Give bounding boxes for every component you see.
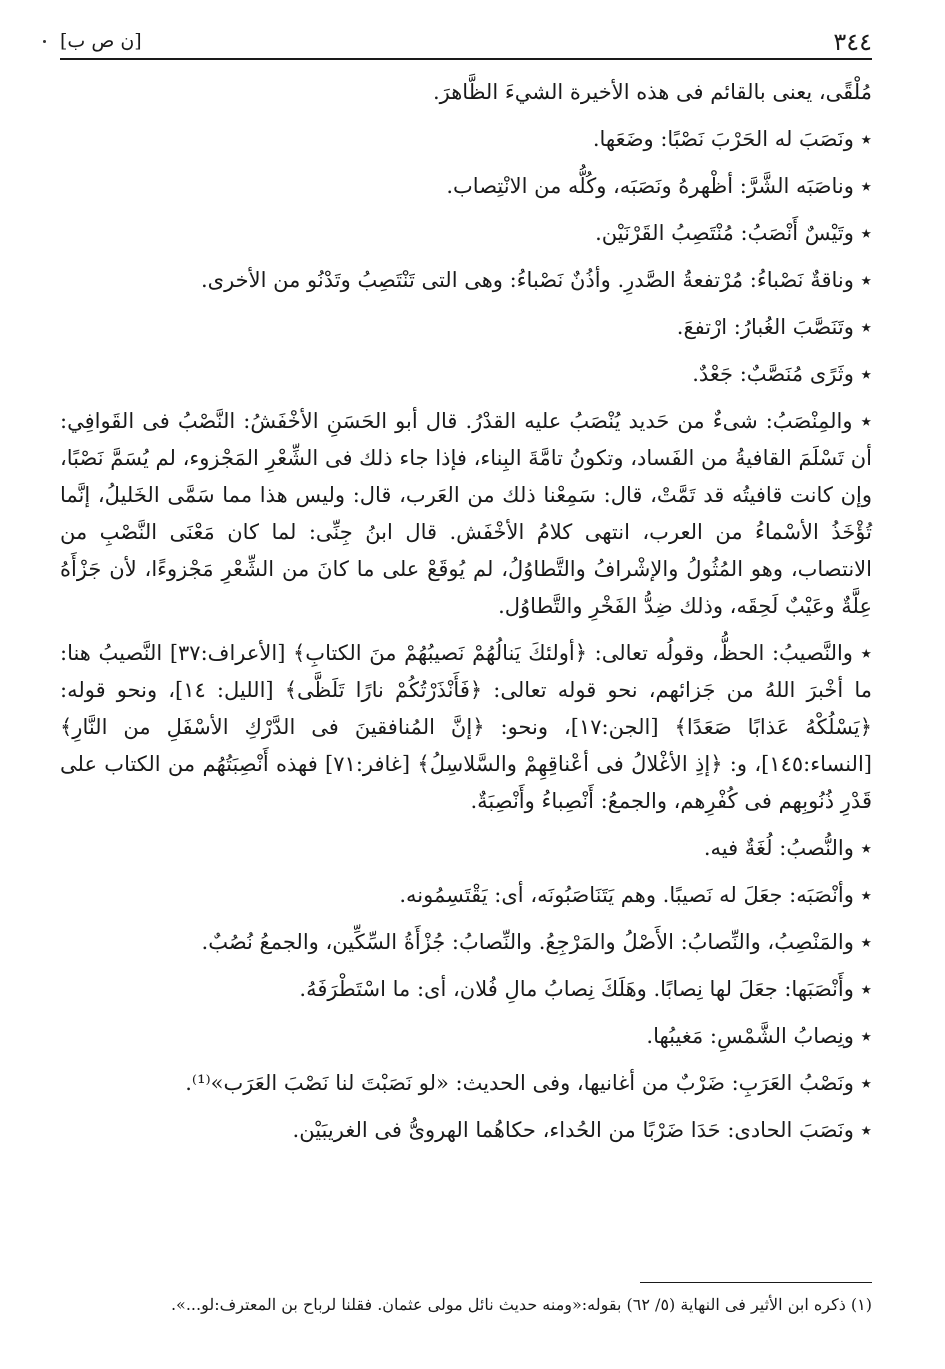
paragraph: مُلْقًى، يعنى بالقائم فى هذه الأخيرة الشيءَ الظَّاهرَ. [432,80,872,104]
paragraph: ٭ والنُّصبُ: لُغَةٌ فيه. [703,836,872,860]
paragraph: ٭ وتَنَصَّبَ الغُبارُ: ارْتفعَ. [676,315,872,339]
root-tag: [ن ص ب] [60,30,142,52]
paragraph: ٭ ونَصَبَ له الحَرْبَ نَصْبًا: وضَعَها. [592,127,872,151]
paragraph: ٭ ونَصْبُ العَرَبِ: ضَرْبٌ من أغانيها، وفى الحديث: «لو نَصَبْتَ لنا نَصْبَ العَرَب»⁽¹⁾. [185,1071,872,1095]
scan-speck [43,40,46,43]
footnote-rule [640,1282,872,1283]
paragraph: ٭ وتَيْسٌ أَنْصَبُ: مُنْتَصِبُ القَرْنَيْن. [595,221,872,245]
header-rule [60,58,872,60]
paragraph: ٭ والمِنْصَبُ: شىءٌ من حَديد يُنْصَبُ عليه القدْرُ. قال أبو الحَسَنِ الأخْفَشُ: النَّصْبُ فى القَوافِي: أن تَسْلَمَ القافيةُ من الفَساد، وتكونُ تامَّةَ البِناء، فإذا جاء ذلك فى الشِّعْرِ المَجْزوء، لم يُسَمَّ نَصْبًا، وإن كانت قافيتُه قد تَمَّتْ، قال: سَمِعْنا ذلك من العَرب، قال: وليس هذا مما سَمَّى الخَليلُ، إنَّما تُؤْخَذُ الأسْماءُ من العرب، انتهى كلامُ الأخْفَش. قال ابنُ جِنِّى: لما كان مَعْنَى النَّصْبِ من الانتصاب، وهو المُثُولُ والإشْرافُ والتَّطاوُلُ، لم يُوقَعْ على ما كانَ من الشِّعْرِ مَجْزوءًا، لأن جَزْأَهُ عِلَّةٌ وعَيْبٌ لَحِقَه، وذلك ضِدُّ الفَخْرِ والتَّطاوُل. [60,409,872,618]
paragraph: ٭ وأَنْصَبَها: جعَلَ لها نِصابًا. وهَلَكَ نِصابُ مالِ فُلان، أى: ما اسْتَطْرَفَهُ. [299,977,872,1001]
paragraph: ٭ ونَصَبَ الحادى: حَدَا ضَرْبًا من الحُداء، حكاهُما الهروىُّ فى الغريبَيْن. [292,1118,872,1142]
paragraph: ٭ وناقةٌ نَصْباءُ: مُرْتفعةُ الصَّدرِ. وأذُنٌ نَصْباءُ: وهى التى تَنْتَصِبُ وتَدْنُو من الأخرى. [200,268,872,292]
paragraph: ٭ ونِصابُ الشَّمْسِ: مَغيبُها. [646,1024,872,1048]
paragraph: ٭ وأنْصَبَه: جعَلَ له نَصيبًا. وهم يَتَنَاصَبُونَه، أى: يَقْتَسِمُونه. [399,883,872,907]
paragraph: ٭ والمَنْصِبُ، والنِّصابُ: الأَصْلُ والمَرْجِعُ. والنِّصابُ: جُزْأَةُ السِّكِّين، والجمعُ نُصُبٌ. [201,930,872,954]
footnote: (١) ذكره ابن الأثير فى النهاية (٥/ ٦٢) بقوله:«ومنه حديث نائل مولى عثمان. فقلنا لرباح بن المعترف:لو...». [170,1295,872,1314]
body-text [60,74,872,1159]
page-number: ٣٤٤ [833,28,872,56]
page-header [60,28,872,58]
paragraph: ٭ وناصَبَه الشَّرَّ: أظْهرهُ ونَصَبَه، وكُلُّه من الانْتِصاب. [446,174,872,198]
paragraph: ٭ والنَّصيبُ: الحظُّ، وقولُه تعالى: ﴿أولئكَ يَنالُهُمْ نَصيبُهُمْ منَ الكتابِ﴾ [الأعراف:٣٧] النَّصيبُ هنا: ما أخْبرَ اللهُ من جَزائهم، نحو قوله تعالى: ﴿فَأَنْذَرْتُكُمْ نارًا تَلَظَّى﴾ [الليل: ١٤]، ونحو قوله: ﴿يَسْلُكْهُ عَذابًا صَعَدًا﴾ [الجن:١٧]، ونحو: ﴿إنَّ المُنافقينَ فى الدَّرْكِ الأسْفَلِ من النَّارِ﴾ [النساء:١٤٥]، و: ﴿إذِ الأغْلالُ فى أعْناقِهِمْ والسَّلاسِلُ﴾ [غافر:٧١] فهذه أَنْصِبَتُهُم من الكتاب على قَدْرِ ذُنُوبِهم فى كُفْرِهم، والجمعُ: أَنْصِباءُ وأَنْصِبَةٌ. [60,641,872,813]
paragraph: ٭ وثَرًى مُنَصَّبٌ: جَعْدٌ. [692,362,872,386]
